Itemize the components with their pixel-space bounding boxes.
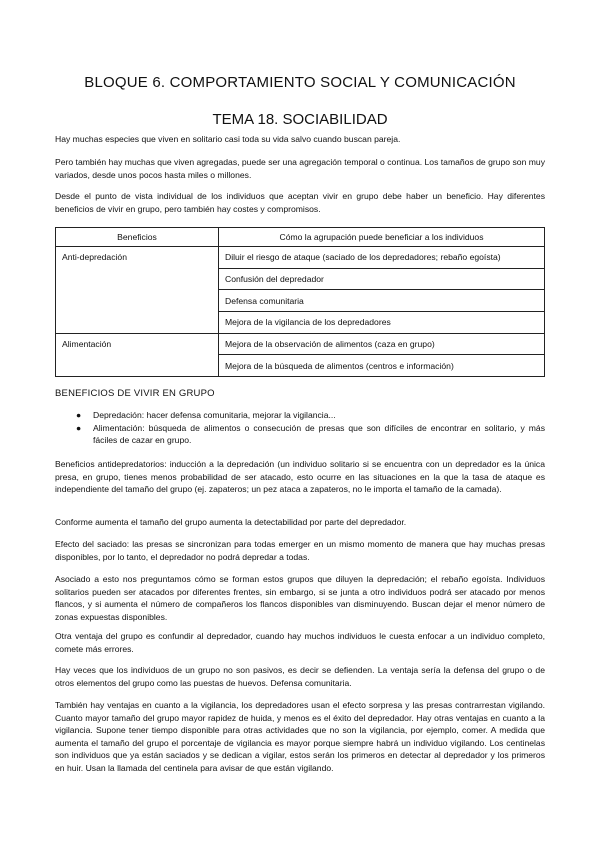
list-item-text: Depredación: hacer defensa comunitaria, mejorar la vigilancia... xyxy=(93,410,336,420)
table-row xyxy=(56,247,545,269)
intro-paragraph-1: Hay muchas especies que viven en solitario casi toda su vida salvo cuando buscan pareja. xyxy=(55,134,401,144)
body-paragraph: Beneficios antidepredatorios: inducción a la depredación (un individuo solitario si se encuentra con un depredador es la única presa, en grupo, tienes menos probabilidad de ser atacado, esto ocurre en las situaciones en la que la tasa de ataque es independiente del tamaño del grupo (ej. zapateros; un pez ataca a zapateros, no le importa el tamaño de la camada). xyxy=(55,459,545,495)
table-row xyxy=(56,333,545,355)
table-category-antipredation: Anti-depredación xyxy=(56,247,219,334)
table-category-feeding: Alimentación xyxy=(56,333,219,376)
body-paragraph: Hay veces que los individuos de un grupo no son pasivos, es decir se defienden. La ventaja sería la defensa del grupo o de otros elementos del grupo como las puestas de huevos. Defensa comunitaria. xyxy=(55,665,545,688)
intro-paragraph-3: Desde el punto de vista individual de los individuos que aceptan vivir en grupo debe haber un beneficio. Hay diferentes beneficios de vivir en grupo, pero también hay costes y compromisos. xyxy=(55,191,545,214)
bullet-icon: ● xyxy=(76,423,82,434)
table-cell: Mejora de la observación de alimentos (caza en grupo) xyxy=(219,333,545,355)
intro-paragraph-2: Pero también hay muchas que viven agregadas, puede ser una agregación temporal o continua. Los tamaños de grupo son muy variados, desde unos pocos hasta miles o millones. xyxy=(55,157,545,180)
table-cell: Mejora de la vigilancia de los depredadores xyxy=(219,312,545,334)
table-cell: Defensa comunitaria xyxy=(219,290,545,312)
table-cell: Mejora de la búsqueda de alimentos (centros e información) xyxy=(219,355,545,377)
table-header-benefits: Beneficios xyxy=(56,228,219,247)
table-cell: Confusión del depredador xyxy=(219,268,545,290)
body-paragraph: También hay ventajas en cuanto a la vigilancia, los depredadores usan el efecto sorpresa y las presas contrarrestan vigilando. Cuanto mayor tamaño del grupo mayor rapidez de huida, y menos es el éxito del depredador. Hay otras ventajas en cuanto a la vigilancia. Supone tener tiempo disponible para otras actividades que no son la vigilancia, por ejemplo, comer. A medida que aumenta el tamaño del grupo el porcentaje de vigilancia es mayor porque siempre habrá un individuo vigilando. Los centinelas son individuos que ya están saciados y se dedican a vigilar, estos serán los primeros en detectar al depredador y los primeros en huir. Usan la llamada del centinela para avisar de que están vigilando. xyxy=(55,700,545,773)
block-title: BLOQUE 6. COMPORTAMIENTO SOCIAL Y COMUNICACIÓN xyxy=(84,74,516,91)
body-paragraph: Otra ventaja del grupo es confundir al depredador, cuando hay muchos individuos le cuesta enfocar a un individuo completo, comete más errores. xyxy=(55,631,545,654)
list-item-text: Alimentación: búsqueda de alimentos o consecución de presas que son difíciles de encontrar en solitario, y más fáciles de cazar en grupo. xyxy=(93,423,545,446)
body-paragraph: Asociado a esto nos preguntamos cómo se forman estos grupos que diluyen la depredación; el rebaño egoísta. Individuos solitarios pueden ser atacados por diferentes frentes, sin embargo, si se junta a otro individuos podrá ser atacado por menos flancos, y si aumenta el número de compañeros los flancos disponibles van disminuyendo. Buscan dejar el menor número de zonas expuestas disponibles. xyxy=(55,574,545,622)
body-paragraph: Conforme aumenta el tamaño del grupo aumenta la detectabilidad por parte del depredador. xyxy=(55,517,407,527)
benefits-list xyxy=(55,409,545,448)
section-heading: BENEFICIOS DE VIVIR EN GRUPO xyxy=(55,388,215,399)
list-item xyxy=(55,409,545,421)
table-header-how: Cómo la agrupación puede beneficiar a los individuos xyxy=(219,228,545,247)
table-cell: Diluir el riesgo de ataque (saciado de los depredadores; rebaño egoísta) xyxy=(219,247,545,269)
benefits-table xyxy=(55,227,545,377)
list-item xyxy=(55,422,545,446)
bullet-icon: ● xyxy=(76,410,82,420)
table-header-row xyxy=(56,228,545,247)
topic-title: TEMA 18. SOCIABILIDAD xyxy=(212,111,388,128)
body-paragraph: Efecto del saciado: las presas se sincronizan para todas emerger en un mismo momento de manera que hay muchas presas disponibles, por lo tanto, el depredador no podrá depredar a todas. xyxy=(55,539,545,562)
